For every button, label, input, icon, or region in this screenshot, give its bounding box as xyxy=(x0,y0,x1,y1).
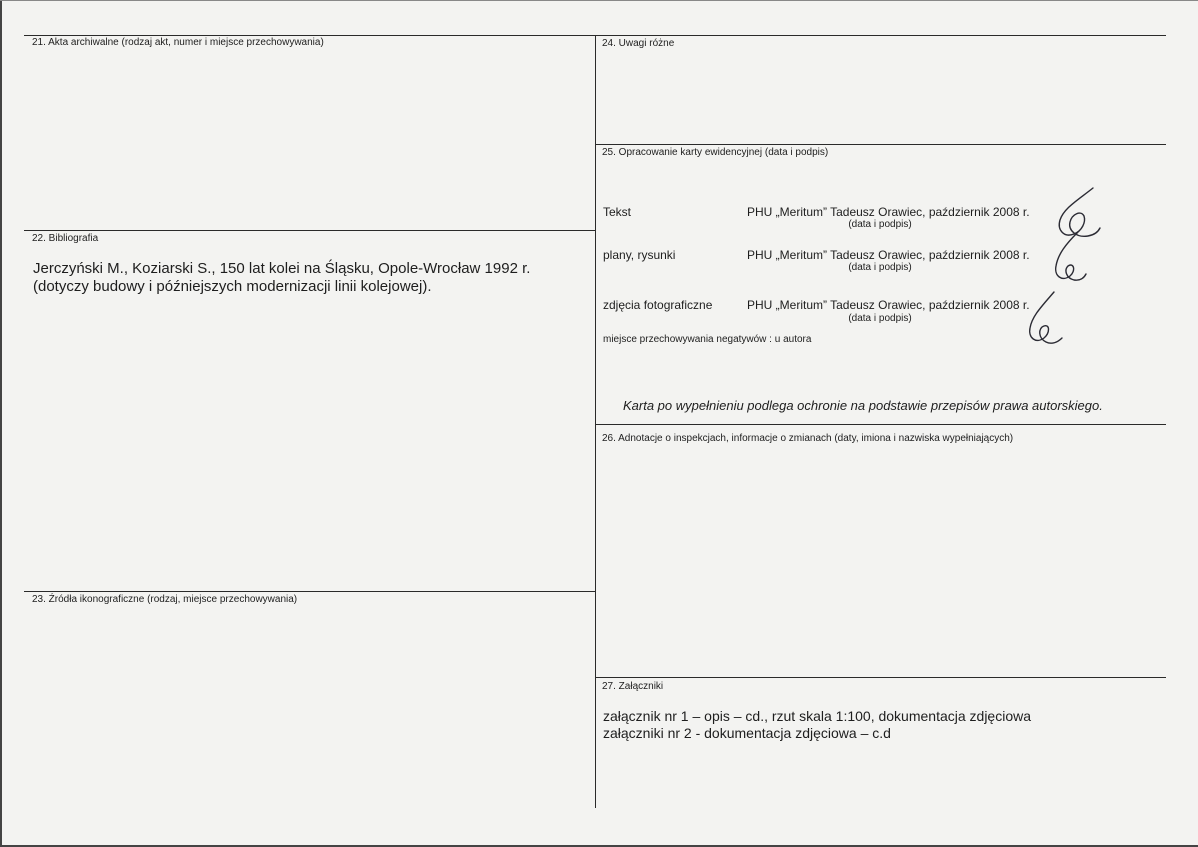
row-text-kind: Tekst xyxy=(603,205,632,219)
copyright-notice: Karta po wypełnieniu podlega ochronie na podstawie przepisów prawa autorskiego. xyxy=(623,398,1103,413)
bibliography-line-1: Jerczyński M., Koziarski S., 150 lat kolei na Śląsku, Opole-Wrocław 1992 r. xyxy=(33,260,531,277)
divider-22 xyxy=(24,230,595,231)
page-edge-left xyxy=(0,0,2,847)
row-photos-sub: (data i podpis) xyxy=(848,313,912,324)
row-plans-kind: plany, rysunki xyxy=(603,248,676,262)
bibliography-line-2: (dotyczy budowy i późniejszych modernizacji linii kolejowej). xyxy=(33,278,432,295)
divider-23 xyxy=(24,591,595,592)
signature-plans xyxy=(1040,228,1090,286)
page-edge-top xyxy=(0,0,1198,1)
signature-photos xyxy=(1014,288,1070,348)
section-23-label: 23. Źródła ikonograficzne (rodzaj, miejsce przechowywania) xyxy=(32,594,298,605)
attachment-line-2: załączniki nr 2 - dokumentacja zdjęciowa – c.d xyxy=(603,725,891,741)
row-plans-sub: (data i podpis) xyxy=(848,262,912,273)
negatives-location: miejsce przechowywania negatywów : u autora xyxy=(603,334,812,345)
section-22-label: 22. Bibliografia xyxy=(32,233,99,244)
divider-top-right xyxy=(595,35,1166,36)
section-27-label: 27. Załączniki xyxy=(602,681,664,692)
row-photos-author: PHU „Meritum” Tadeusz Orawiec, październik 2008 r. xyxy=(747,298,1030,312)
row-text-sub: (data i podpis) xyxy=(848,219,912,230)
attachment-line-1: załącznik nr 1 – opis – cd., rzut skala 1:100, dokumentacja zdjęciowa xyxy=(603,708,1032,724)
divider-27 xyxy=(595,677,1166,678)
row-plans-author: PHU „Meritum” Tadeusz Orawiec, październik 2008 r. xyxy=(747,248,1030,262)
divider-26 xyxy=(595,424,1166,425)
section-25-label: 25. Opracowanie karty ewidencyjnej (data i podpis) xyxy=(602,147,829,158)
section-26-label: 26. Adnotacje o inspekcjach, informacje o zmianach (daty, imiona i nazwiska wypełniających) xyxy=(602,433,1014,444)
row-photos-kind: zdjęcia fotograficzne xyxy=(603,298,713,312)
divider-center xyxy=(595,35,596,808)
section-24-label: 24. Uwagi różne xyxy=(602,38,675,49)
divider-25 xyxy=(595,144,1166,145)
divider-top-left xyxy=(24,35,595,36)
section-21-label: 21. Akta archiwalne (rodzaj akt, numer i miejsce przechowywania) xyxy=(32,37,324,48)
row-text-author: PHU „Meritum” Tadeusz Orawiec, październik 2008 r. xyxy=(747,205,1030,219)
